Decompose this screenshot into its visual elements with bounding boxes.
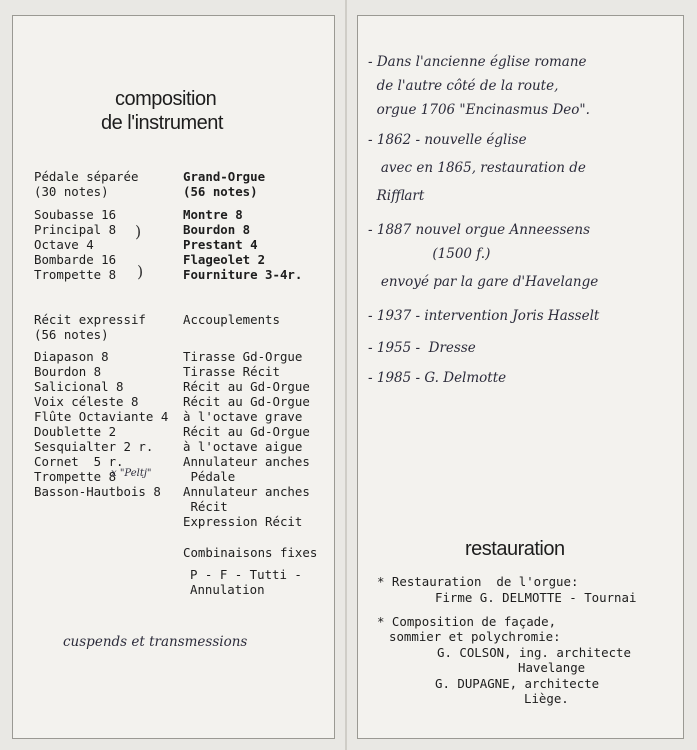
restauration-item2-line1: * Composition de façade, [377,614,557,629]
grand-orgue-stop: Montre 8 [183,207,243,222]
handwritten-note: - 1955 - Dresse [368,340,476,356]
combinaisons-heading: Combinaisons fixes [183,545,318,560]
right-panel [357,15,684,739]
handwritten-note: - 1985 - G. Delmotte [368,370,507,386]
handwritten-note: - 1937 - intervention Joris Hasselt [368,308,600,324]
recit-stop: Sesquialter 2 r. [34,439,154,454]
recit-stop: Basson-Hautbois 8 [34,484,161,499]
accouplement-item: Récit au Gd-Orgue [183,424,310,439]
handwritten-note: envoyé par la gare d'Havelange [368,274,599,290]
recit-stop: Salicional 8 [34,379,124,394]
handwritten-note: - 1862 - nouvelle église [368,132,527,148]
page-fold [345,0,347,750]
restauration-item2-line2: sommier et polychromie: [389,629,561,644]
combinaisons-line1: P - F - Tutti - [190,567,302,582]
handwritten-note: - 1887 nouvel orgue Anneessens [368,222,591,238]
pedale-stop: Soubasse 16 [34,207,117,222]
handwritten-note: - Dans l'ancienne église romane [368,54,587,70]
recit-stop: Flûte Octaviante 4 [34,409,169,424]
recit-stop: Trompette 8 [34,469,117,484]
handwritten-note: avec en 1865, restauration de [368,160,586,176]
grand-orgue-heading: Grand-Orgue [183,169,266,184]
handwritten-bottom-note: cuspends et transmessions [63,634,248,650]
accouplement-item: Annulateur anches [183,454,310,469]
restauration-person2-line1: G. DUPAGNE, architecte [435,676,600,691]
accouplement-item: Récit au Gd-Orgue [183,394,310,409]
accouplement-item: Récit [183,499,228,514]
composition-title-line2: de l'instrument [101,112,223,134]
recit-stop: Cornet 5 r. [34,454,124,469]
recit-count: (56 notes) [34,327,109,342]
accouplement-item: à l'octave grave [183,409,303,424]
restauration-person1-line1: G. COLSON, ing. architecte [437,645,631,660]
restauration-item1-line1: * Restauration de l'orgue: [377,574,579,589]
handwritten-note: orgue 1706 "Encinasmus Deo". [368,102,590,118]
pedale-stop: Bombarde 16 [34,252,117,267]
accouplement-item: Expression Récit [183,514,303,529]
accouplement-item: Tirasse Récit [183,364,280,379]
handwritten-trompette-note: x "Peltj" [111,468,152,479]
accouplements-heading: Accouplements [183,312,280,327]
handwritten-brace: ) [137,262,144,281]
pedale-stop: Octave 4 [34,237,94,252]
restauration-title: restauration [465,538,565,560]
handwritten-note: Rifflart [368,188,425,204]
left-panel [12,15,335,739]
pedale-heading: Pédale séparée [34,169,139,184]
accouplement-item: Récit au Gd-Orgue [183,379,310,394]
recit-heading: Récit expressif [34,312,146,327]
pedale-stop: Principal 8 [34,222,117,237]
handwritten-brace: ) [135,222,142,241]
handwritten-note: (1500 f.) [368,246,491,262]
recit-stop: Doublette 2 [34,424,117,439]
combinaisons-line2: Annulation [190,582,265,597]
accouplement-item: Tirasse Gd-Orgue [183,349,303,364]
accouplement-item: Annulateur anches [183,484,310,499]
grand-orgue-stop: Flageolet 2 [183,252,266,267]
pedale-count: (30 notes) [34,184,109,199]
accouplement-item: Pédale [183,469,236,484]
composition-title-line1: composition [115,88,217,110]
grand-orgue-stop: Fourniture 3-4r. [183,267,303,282]
restauration-item1-line2: Firme G. DELMOTTE - Tournai [435,590,637,605]
accouplement-item: à l'octave aigue [183,439,303,454]
pedale-stop: Trompette 8 [34,267,117,282]
grand-orgue-stop: Bourdon 8 [183,222,251,237]
grand-orgue-count: (56 notes) [183,184,258,199]
restauration-person1-line2: Havelange [518,660,586,675]
recit-stop: Voix céleste 8 [34,394,139,409]
recit-stop: Bourdon 8 [34,364,102,379]
handwritten-note: de l'autre côté de la route, [368,78,559,94]
grand-orgue-stop: Prestant 4 [183,237,258,252]
recit-stop: Diapason 8 [34,349,109,364]
restauration-person2-line2: Liège. [524,691,569,706]
